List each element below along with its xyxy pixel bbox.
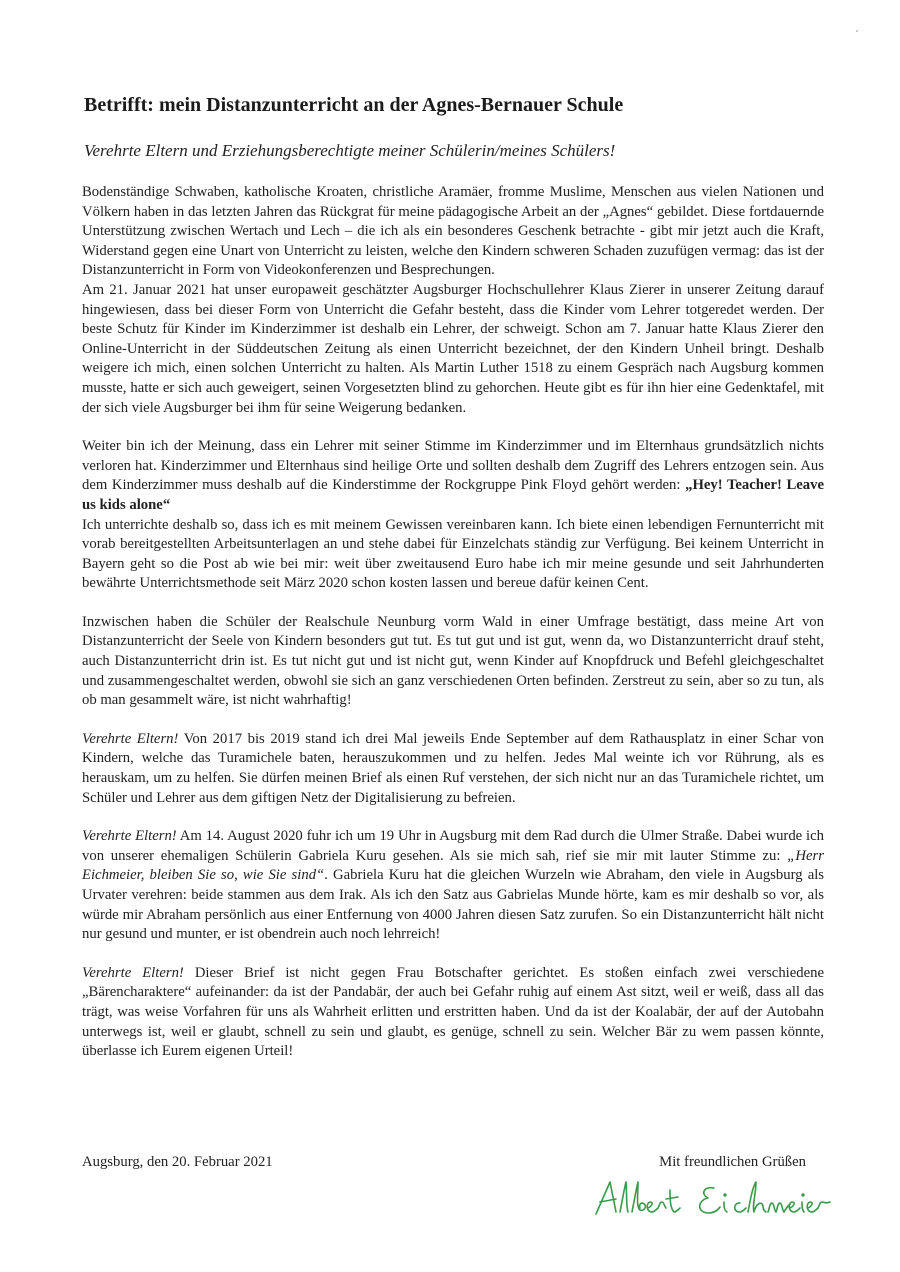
- letter-body: [82, 92, 824, 1062]
- paragraph-5: Inzwischen haben die Schüler der Realschule Neunburg vorm Wald in einer Umfrage bestätigt, dass meine Art von Distanzunterricht der Seele von Kindern besonders gut tut. Es tut gut und ist gut, wenn da, wo Distanzunterricht drauf steht, auch Distanzunterricht drin ist. Es tut nicht gut und ist nicht gut, wenn Kinder auf Knopfdruck und Befehl gleichgeschaltet und zusammengeschaltet werden, obwohl sie sich an ganz verschiedenen Orten befinden. Zerstreut zu sein, aber so zu tun, als ob man gesammelt wäre, ist nicht wahrhaftig!: [82, 613, 824, 709]
- paragraph-6-lead-in: Verehrte Eltern!: [82, 730, 179, 747]
- letter-title: Betrifft: mein Distanzunterricht an der Agnes-Bernauer Schule: [84, 94, 624, 116]
- scan-speck: [856, 30, 858, 32]
- pink-floyd-quote: „Hey! Teacher! Leave us kids alone“: [82, 477, 824, 513]
- paragraph-2: Am 21. Januar 2021 hat unser europaweit geschätzter Augsburger Hochschullehrer Klaus Zierer in unserer Zeitung darauf hingewiesen, dass bei dieser Form von Unterricht die Gefahr besteht, dass die Kinder vom Lehrer totgeredet werden. Der beste Schutz für Kinder im Kinderzimmer ist deshalb ein Lehrer, der schweigt. Schon am 7. Januar hatte Klaus Zierer den Online-Unterricht in der Süddeutschen Zeitung als einen Unterricht bezeichnet, der den Kindern Unheil bringt. Deshalb weigere ich mich, einen solchen Unterricht zu halten. Als Martin Luther 1518 zu einem Gespräch nach Augsburg kommen musste, hatte er sich auch geweigert, seinen Vorgesetzten blind zu gehorchen. Heute gibt es für ihn hier eine Gedenktafel, mit der sich viele Augsburger bei ihm für seine Weigerung bedanken.: [82, 281, 824, 416]
- paragraph-7-text-b: . Gabriela Kuru hat die gleichen Wurzeln wie Abraham, den viele in Augsburg als Urvater verehren: beide stammen aus dem Irak. Als ich den Satz aus Gabrielas Munde hörte, kam es mir deshalb so vor, als würde mir Abraham persönlich aus einer Entfernung von 4000 Jahren diesen Satz zurufen. So ein Distanzunterricht hält nicht nur gesund und munter, er ist obendrein auch noch lehrreich!: [82, 867, 825, 943]
- paragraph-3-text: Weiter bin ich der Meinung, dass ein Lehrer mit seiner Stimme im Kinderzimmer und im Elternhaus grundsätzlich nichts verloren hat. Kinderzimmer und Elternhaus sind heilige Orte und sollten deshalb dem Zugriff des Lehrers entzogen sein. Aus dem Kinderzimmer muss deshalb auf die Kinderstimme der Rockgruppe Pink Floyd gehört werden:: [82, 438, 824, 494]
- paragraph-3: [82, 437, 824, 515]
- paragraph-7: [82, 827, 824, 945]
- gabriela-quote: „Herr Eichmeier, bleiben Sie so, wie Sie sind“: [82, 847, 824, 884]
- paragraph-8-lead-in: Verehrte Eltern!: [82, 964, 184, 981]
- salutation: Verehrte Eltern und Erziehungsberechtigte meiner Schülerin/meines Schülers!: [84, 141, 616, 160]
- paragraph-7-lead-in: Verehrte Eltern!: [82, 828, 177, 845]
- paragraph-4: Ich unterrichte deshalb so, dass ich es mit meinem Gewissen vereinbaren kann. Ich biete einen lebendigen Fernunterricht mit vorab bereitgestellten Arbeitsunterlagen an und stehe dabei für Einzelchats ständig zur Verfügung. Bei keinem Unterricht in Bayern geht so die Post ab wie bei mir: weit über zweitausend Euro habe ich mir meine gesunde und seit Jahrhunderten bewährte Unterrichtsmethode seit März 2020 schon kosten lassen und bereue dafür keinen Cent.: [82, 516, 824, 592]
- place-date: Augsburg, den 20. Februar 2021: [82, 1154, 273, 1170]
- paragraph-8-text: Dieser Brief ist nicht gegen Frau Botschafter gerichtet. Es stoßen einfach zwei verschiedene „Bärencharaktere“ aufeinander: da ist der Pandabär, der auch bei Gefahr ruhig auf einem Ast sitzt, weil er weiß, dass all das trägt, was weise Vorfahren für uns als Wahrheit erlitten und erstritten haben. Und da ist der Koalabär, der auf der Autobahn unterwegs ist, weil er glaubt, schnell zu sein und glaubt, es genüge, schnell zu sein. Welcher Bär zu wem passen könnte, überlasse ich Eurem eigenen Urteil!: [82, 964, 824, 1060]
- paragraph-6-text: Von 2017 bis 2019 stand ich drei Mal jeweils Ende September auf dem Rathausplatz in einer Schar von Kindern, welche das Turamichele baten, herauszukommen und zu helfen. Jedes Mal weinte ich vor Rührung, als es herauskam, um zu helfen. Sie dürfen meinen Brief als einen Ruf verstehen, der sich nicht nur an das Turamichele richtet, um Schüler und Lehrer aus dem giftigen Netz der Digitalisierung zu befreien.: [82, 730, 824, 806]
- greeting: Mit freundlichen Grüßen: [659, 1154, 806, 1170]
- paragraph-8: [82, 964, 824, 1062]
- closing-row: [82, 1153, 808, 1172]
- paragraph-1: Bodenständige Schwaben, katholische Kroaten, christliche Aramäer, fromme Muslime, Menschen aus vielen Nationen und Völkern haben in das letzten Jahren das Rückgrat für meine pädagogische Arbeit an der „Agnes“ gebildet. Diese fortdauernde Unterstützung zwischen Wertach und Lech – die ich als ein besonderes Geschenk betrachte - gibt mir jetzt auch die Kraft, Widerstand gegen eine Unart von Unterricht zu leisten, welche den Kindern schweren Schaden zuzufügen vermag: das ist der Distanzunterricht in Form von Videokonferenzen und Besprechungen.: [82, 184, 824, 279]
- paragraph-7-text-a: Am 14. August 2020 fuhr ich um 19 Uhr in Augsburg mit dem Rad durch die Ulmer Straße. Dabei wurde ich von unserer ehemaligen Schülerin Gabriela Kuru gesehen. Als sie mich sah, rief sie mir mit lauter Stimme zu:: [82, 828, 824, 864]
- paragraph-6: [82, 730, 824, 808]
- handwritten-signature: [590, 1172, 840, 1228]
